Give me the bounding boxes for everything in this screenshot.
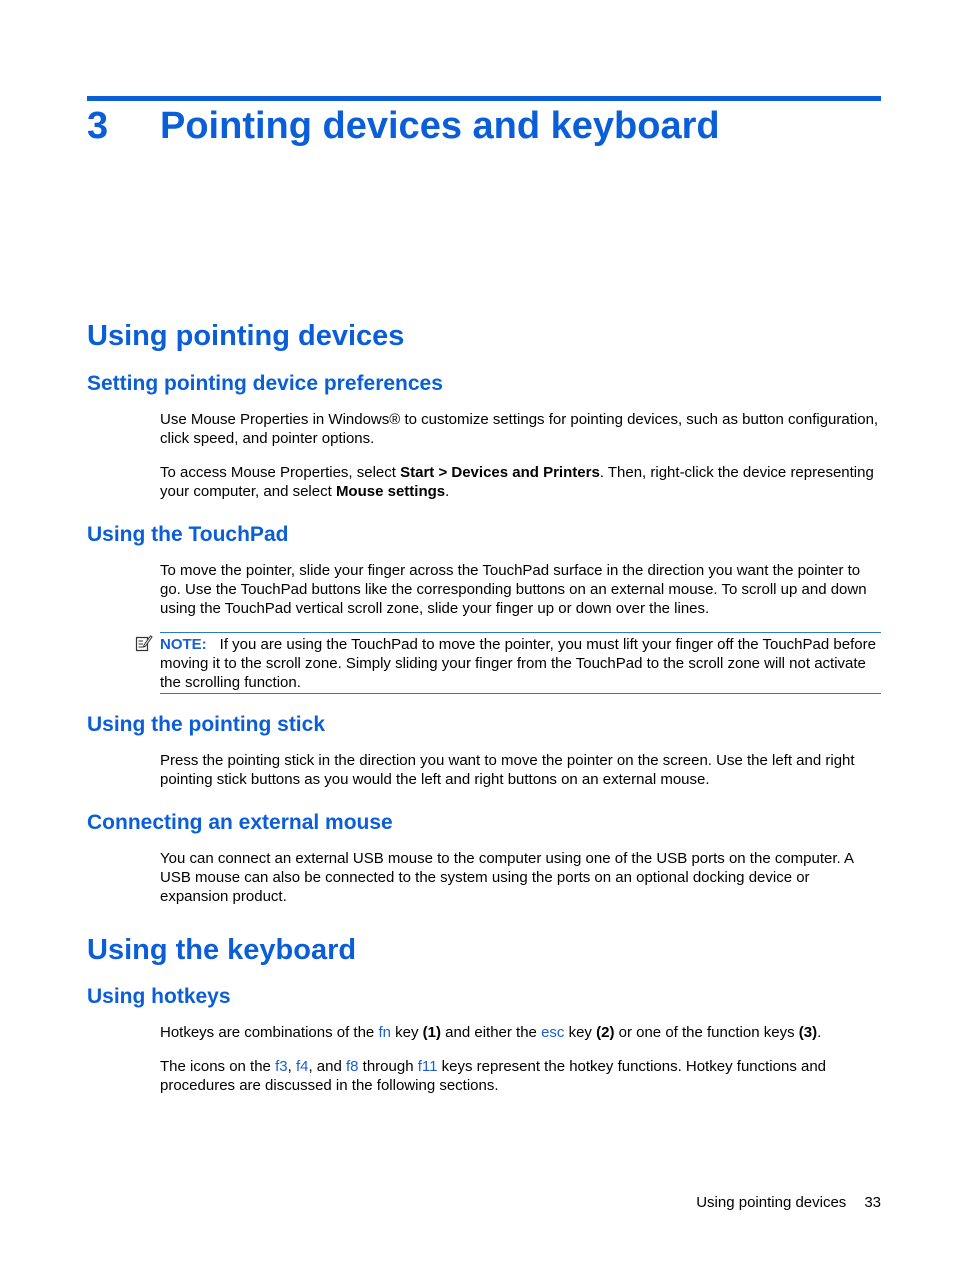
text: The icons on the xyxy=(160,1058,276,1075)
page-number: 33 xyxy=(864,1194,881,1211)
footer-section-title: Using pointing devices xyxy=(696,1194,847,1211)
text: through xyxy=(358,1058,418,1075)
page-footer xyxy=(696,1193,881,1212)
text: key xyxy=(564,1024,597,1041)
touchpad-paragraph-1: To move the pointer, slide your finger across the TouchPad surface in the direction you want the pointer to go. Use the TouchPad buttons like the corresponding buttons on an external mouse. To scroll up and down using the TouchPad vertical scroll zone, slide your finger up or down over the lines. xyxy=(160,562,867,617)
text: or one of the function keys xyxy=(614,1024,799,1041)
hotkeys-paragraph-1 xyxy=(160,1023,882,1042)
text: key xyxy=(390,1024,423,1041)
menu-path: Start > Devices and Printers xyxy=(400,464,600,481)
text: . xyxy=(817,1024,822,1041)
text: Hotkeys are combinations of the xyxy=(160,1024,379,1041)
subsection-title-touchpad: Using the TouchPad xyxy=(87,523,289,546)
key-f11: f11 xyxy=(417,1058,438,1075)
text: , xyxy=(287,1058,296,1075)
subsection-title-hotkeys: Using hotkeys xyxy=(87,985,231,1008)
preferences-paragraph-1: Use Mouse Properties in Windows® to customize settings for pointing devices, such as button configuration, click speed, and pointer options. xyxy=(160,411,879,447)
section-title-keyboard: Using the keyboard xyxy=(87,934,357,966)
key-f3: f3 xyxy=(275,1058,288,1075)
chapter-number: 3 xyxy=(87,105,109,147)
subsection-title-pointing-stick: Using the pointing stick xyxy=(87,713,326,736)
key-esc: esc xyxy=(541,1024,565,1041)
key-f4: f4 xyxy=(295,1058,309,1075)
subsection-title-external-mouse: Connecting an external mouse xyxy=(87,811,393,834)
chapter-title: Pointing devices and keyboard xyxy=(160,105,720,147)
hotkeys-paragraph-2 xyxy=(160,1057,882,1095)
menu-item: Mouse settings xyxy=(335,483,446,500)
pointing-stick-paragraph: Press the pointing stick in the direction you want to move the pointer on the screen. Use the left and right pointing stick buttons as you would the left and right buttons on an external mouse. xyxy=(160,752,855,788)
text: . Then, right-click the device representing your computer, and select xyxy=(160,464,874,500)
preferences-paragraph-2 xyxy=(160,463,882,501)
chapter-rule xyxy=(87,96,881,101)
note-pencil-icon xyxy=(135,634,153,652)
external-mouse-paragraph: You can connect an external USB mouse to the computer using one of the USB ports on the computer. A USB mouse can also be connected to the system using the ports on an optional docking device or expansion product. xyxy=(160,850,854,905)
text: . xyxy=(445,483,450,500)
subsection-title-preferences: Setting pointing device preferences xyxy=(87,372,443,395)
key-f8: f8 xyxy=(345,1058,359,1075)
callout-3: (3) xyxy=(798,1024,818,1041)
note-box xyxy=(160,632,881,694)
text: To access Mouse Properties, select xyxy=(160,464,401,481)
chapter-heading xyxy=(87,103,720,149)
note-text: If you are using the TouchPad to move the pointer, you must lift your finger off the TouchPad before moving it to the scroll zone. Simply sliding your finger from the TouchPad to the scroll zone will not activate the scrolling function. xyxy=(160,636,876,691)
callout-2: (2) xyxy=(596,1024,615,1041)
note-label: NOTE: xyxy=(160,636,207,653)
text: keys represent the hotkey functions. Hotkey functions and procedures are discussed in the following sections. xyxy=(160,1058,827,1094)
text: , and xyxy=(308,1058,346,1075)
key-fn: fn xyxy=(378,1024,391,1041)
text: and either the xyxy=(441,1024,542,1041)
section-title-pointing: Using pointing devices xyxy=(87,320,405,352)
callout-1: (1) xyxy=(422,1024,441,1041)
